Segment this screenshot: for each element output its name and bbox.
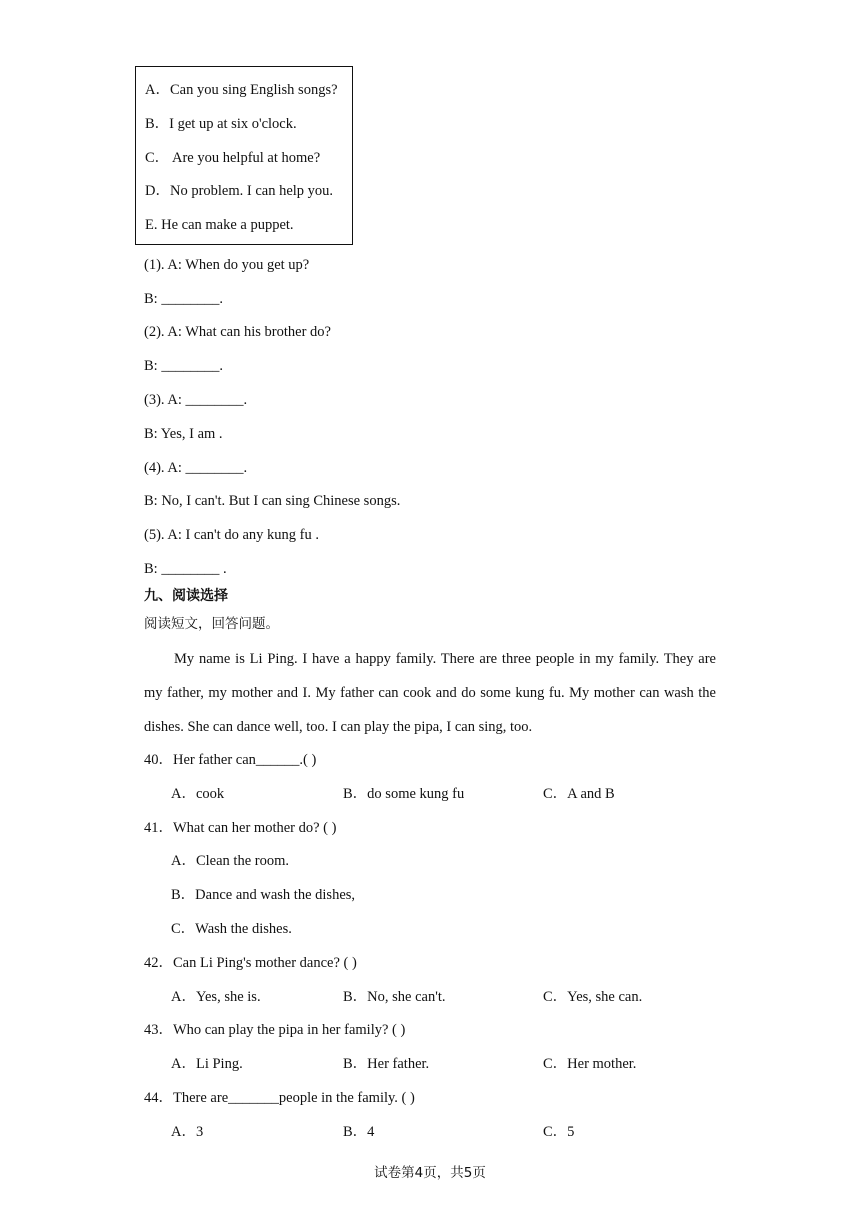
choice-c[interactable]: C．A and B [543,786,615,802]
choice-a[interactable]: A．3 [171,1124,204,1140]
question-stem: 42．Can Li Ping's mother dance? ( ) [144,955,357,971]
passage-text: My name is Li Ping. I have a happy family. There are three people in my family. They are my father, my mother and I. My father can cook and do some kung fu. My mother can wash the dishes. She can dance well, too. I can play the pipa, I can sing, too. [144,651,716,735]
dialogue-line: (5). A: I can't do any kung fu . [144,527,319,543]
choice-b[interactable]: B．Dance and wash the dishes, [171,887,356,903]
dialogue-line: (4). A: ________. [144,460,248,476]
choice-c[interactable]: C．5 [543,1124,575,1140]
choice-a[interactable]: A．cook [171,786,225,802]
dialogue-line: B: ________ . [144,561,227,577]
reading-passage [144,642,716,744]
choice-b[interactable]: B．do some kung fu [343,786,465,802]
choice-b[interactable]: B．Her father. [343,1056,430,1072]
question-stem: 40．Her father can______.( ) [144,752,317,768]
choice-b[interactable]: B．No, she can't. [343,989,446,1005]
dialogue-line: (3). A: ________. [144,392,248,408]
answer-options-box [135,66,353,245]
choice-a[interactable]: A．Li Ping. [171,1056,243,1072]
choice-c[interactable]: C．Yes, she can. [543,989,643,1005]
question-stem: 43．Who can play the pipa in her family? ( ) [144,1022,406,1038]
choice-c[interactable]: C．Her mother. [543,1056,637,1072]
choice-c[interactable]: C．Wash the dishes. [171,921,292,937]
choice-b[interactable]: B．4 [343,1124,375,1140]
section-instruction: 阅读短文，回答问题。 [144,616,279,632]
dialogue-line: B: No, I can't. But I can sing Chinese songs. [144,493,401,509]
option-a: A．Can you sing English songs? [145,82,338,98]
option-d: D．No problem. I can help you. [145,183,334,199]
question-stem: 44．There are_______people in the family. ( ) [144,1090,415,1106]
dialogue-line: B: ________. [144,358,223,374]
section-title: 九、阅读选择 [144,588,228,604]
dialogue-line: (2). A: What can his brother do? [144,324,331,340]
dialogue-line: (1). A: When do you get up? [144,257,310,273]
page-footer: 试卷第4页，共5页 [374,1165,486,1181]
question-stem: 41．What can her mother do? ( ) [144,820,337,836]
choice-a[interactable]: A．Clean the room. [171,853,289,869]
dialogue-line: B: Yes, I am . [144,426,223,442]
choice-a[interactable]: A．Yes, she is. [171,989,261,1005]
option-b: B．I get up at six o'clock. [145,116,297,132]
option-e: E. He can make a puppet. [145,217,294,233]
option-c: C． Are you helpful at home? [145,150,321,166]
dialogue-line: B: ________. [144,291,223,307]
